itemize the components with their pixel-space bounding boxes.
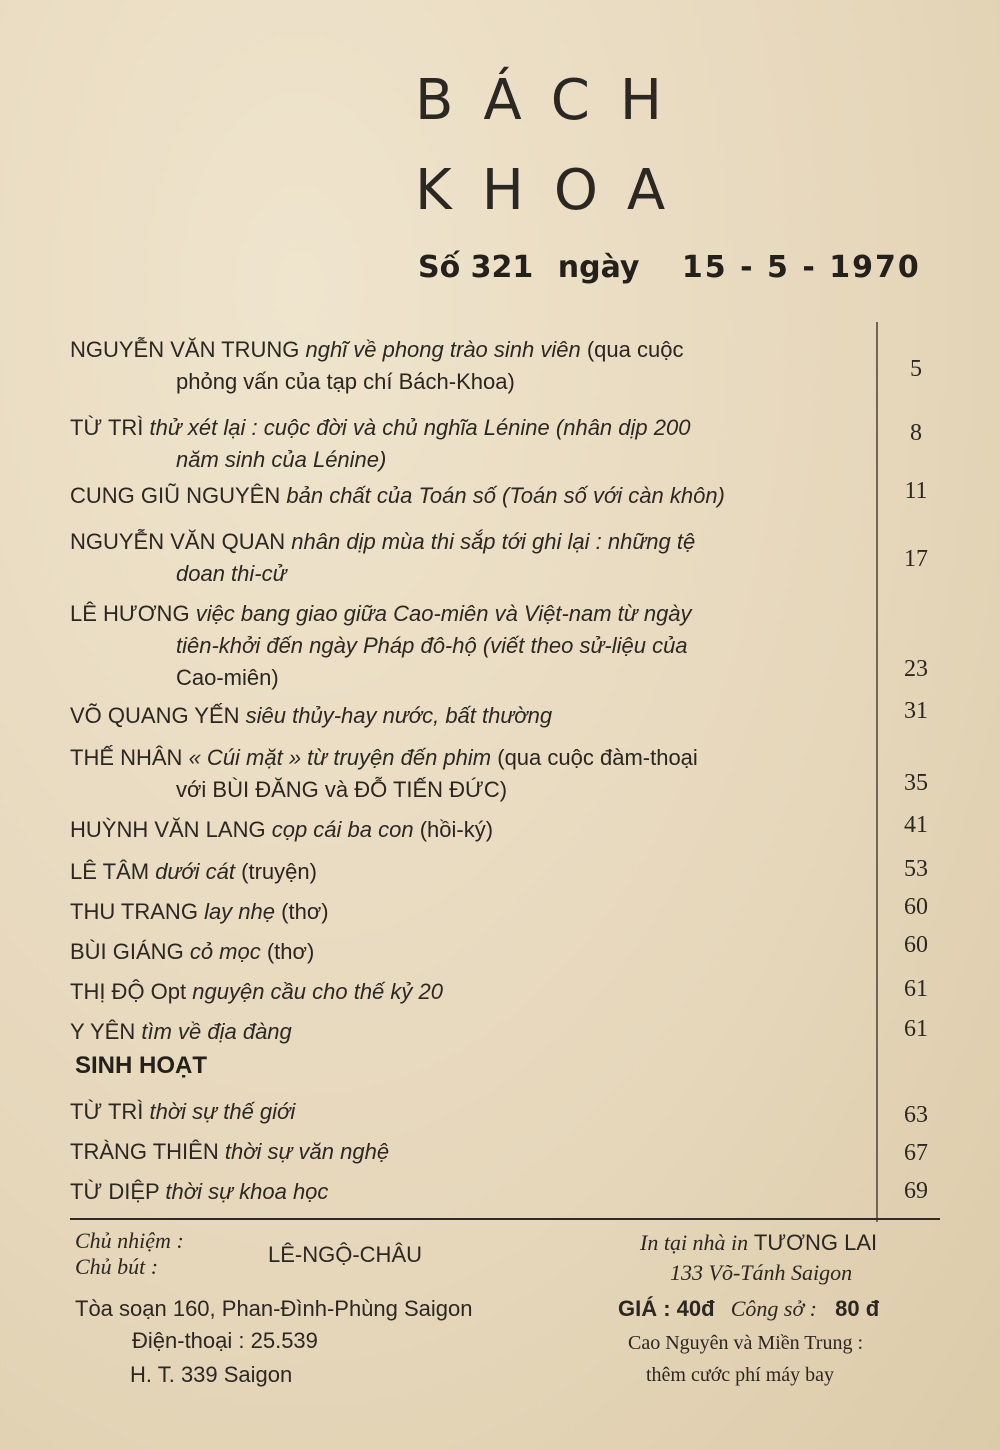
entry-title: việc bang giao giữa Cao-miên và Việt-nam từ ngày (195, 601, 692, 626)
entry-continuation: năm sinh của Lénine) (176, 447, 387, 472)
entry-title: thử xét lại : cuộc đời và chủ nghĩa Lénine (nhân dịp 200 (149, 415, 691, 440)
date-label: ngày (557, 250, 640, 285)
entry-title: siêu thủy-hay nước, bất thường (245, 703, 553, 728)
printer-line (640, 1230, 877, 1256)
issue-date: 15 - 5 - 1970 (681, 250, 921, 285)
entry-title: dưới cát (155, 859, 236, 884)
entry-author: Y YÊN (70, 1019, 136, 1044)
footer-rule (70, 1218, 940, 1220)
printer-label: In tại nhà in (640, 1230, 749, 1255)
editor-label-2: Chủ bút : (75, 1254, 159, 1279)
entry-page: 61 (904, 1016, 928, 1042)
toc-entry (70, 856, 860, 888)
entry-author: NGUYỄN VĂN TRUNG (70, 337, 300, 362)
entry-author: VÕ QUANG YẾN (70, 703, 240, 728)
entry-page: 53 (904, 856, 928, 882)
masthead-line-1: BÁCH (415, 68, 692, 133)
entry-author: CUNG GIŨ NGUYÊN (70, 483, 281, 508)
entry-author: LÊ HƯƠNG (70, 601, 190, 626)
entry-page: 35 (904, 770, 928, 796)
entry-continuation: phỏng vấn của tạp chí Bách-Khoa) (176, 369, 515, 394)
toc-entry (70, 412, 860, 476)
entry-author: THỊ ĐỘ Opt (70, 979, 187, 1004)
entry-note: (thơ) (266, 939, 315, 964)
shipping-note-2: thêm cước phí máy bay (646, 1364, 835, 1386)
entry-author: BÙI GIÁNG (70, 939, 184, 964)
entry-page: 60 (904, 932, 928, 958)
toc-entry (70, 1016, 860, 1048)
entry-title: nguyện cầu cho thế kỷ 20 (192, 979, 443, 1004)
entry-page: 5 (910, 356, 922, 382)
entry-author: THẾ NHÂN (70, 745, 183, 770)
entry-title: cỏ mọc (189, 939, 261, 964)
entry-continuation: tiên-khởi đến ngày Pháp đô-hộ (viết theo sử-liệu của (176, 633, 688, 658)
entry-page: 61 (904, 976, 928, 1002)
price-line (618, 1296, 879, 1322)
toc-entry (70, 936, 860, 968)
toc-entry (70, 700, 860, 732)
toc-entry (70, 1176, 860, 1208)
editor-name: LÊ-NGỘ-CHÂU (268, 1242, 423, 1267)
toc-entry (70, 976, 860, 1008)
entry-continuation-2: Cao-miên) (176, 665, 279, 690)
toc-entry (70, 1096, 860, 1128)
entry-title: lay nhẹ (204, 899, 276, 924)
po-box: H. T. 339 Saigon (130, 1362, 293, 1387)
masthead-line-2: KHOA (415, 158, 696, 223)
office-price-label: Công sở : (730, 1296, 818, 1321)
entry-title: bản chất của Toán số (Toán số với càn khôn) (286, 483, 725, 508)
entry-continuation: doan thi-cử (176, 561, 287, 586)
entry-page: 60 (904, 894, 928, 920)
shipping-note-1: Cao Nguyên và Miền Trung : (628, 1332, 863, 1354)
entry-author: HUỲNH VĂN LANG (70, 817, 266, 842)
printer-address: 133 Võ-Tánh Saigon (670, 1260, 853, 1285)
entry-author: TRÀNG THIÊN (70, 1139, 219, 1164)
office-price: 80 đ (835, 1296, 880, 1321)
entry-continuation: với BÙI ĐĂNG và ĐỖ TIẾN ĐỨC) (176, 777, 508, 802)
entry-note: (thơ) (281, 899, 329, 924)
issue-line (418, 250, 935, 285)
entry-author: TỪ DIỆP (70, 1179, 160, 1204)
entry-title: thời sự văn nghệ (224, 1139, 390, 1164)
toc-entry (70, 896, 860, 928)
entry-title: « Cúi mặt » từ truyện đến phim (188, 745, 492, 770)
entry-page: 11 (904, 478, 928, 504)
entry-page: 8 (910, 420, 922, 446)
entry-note: (qua cuộc (586, 337, 684, 362)
editor-label-1: Chủ nhiệm : (75, 1228, 184, 1253)
toc-entry (70, 480, 860, 512)
toc-entry (70, 526, 860, 590)
entry-author: LÊ TÂM (70, 859, 150, 884)
printer-name: TƯƠNG LAI (753, 1230, 878, 1255)
entry-note: (truyện) (241, 859, 317, 884)
entry-note: (hồi-ký) (419, 817, 494, 842)
entry-author: THU TRANG (70, 899, 198, 924)
issue-number: Số 321 (418, 250, 534, 285)
entry-title: thời sự khoa học (165, 1179, 329, 1204)
entry-title: thời sự thế giới (149, 1099, 296, 1124)
entry-author: NGUYỄN VĂN QUAN (70, 529, 286, 554)
column-divider (876, 322, 878, 1222)
entry-page: 17 (904, 546, 928, 572)
section-heading: SINH HOẠT (75, 1052, 207, 1079)
entry-author: TỪ TRÌ (70, 415, 144, 440)
toc-entry (70, 1136, 860, 1168)
entry-title: nghĩ về phong trào sinh viên (305, 337, 581, 362)
office-address: Tòa soạn 160, Phan-Đình-Phùng Saigon (75, 1296, 473, 1321)
office-phone: Điện-thoại : 25.539 (132, 1328, 318, 1353)
toc-entry (70, 814, 860, 846)
entry-page: 69 (904, 1178, 928, 1204)
entry-note: (qua cuộc đàm-thoại (497, 745, 698, 770)
price: GIÁ : 40đ (618, 1296, 715, 1321)
entry-page: 41 (904, 812, 928, 838)
toc-entry (70, 334, 860, 398)
entry-page: 63 (904, 1102, 928, 1128)
entry-page: 67 (904, 1140, 928, 1166)
entry-page: 31 (904, 698, 928, 724)
entry-title: cọp cái ba con (271, 817, 414, 842)
entry-title: tìm về địa đàng (141, 1019, 292, 1044)
entry-title: nhân dịp mùa thi sắp tới ghi lại : những tệ (291, 529, 696, 554)
entry-author: TỪ TRÌ (70, 1099, 144, 1124)
editor-block (75, 1228, 184, 1280)
entry-page: 23 (904, 656, 928, 682)
toc-entry (70, 598, 860, 694)
toc-entry (70, 742, 860, 806)
